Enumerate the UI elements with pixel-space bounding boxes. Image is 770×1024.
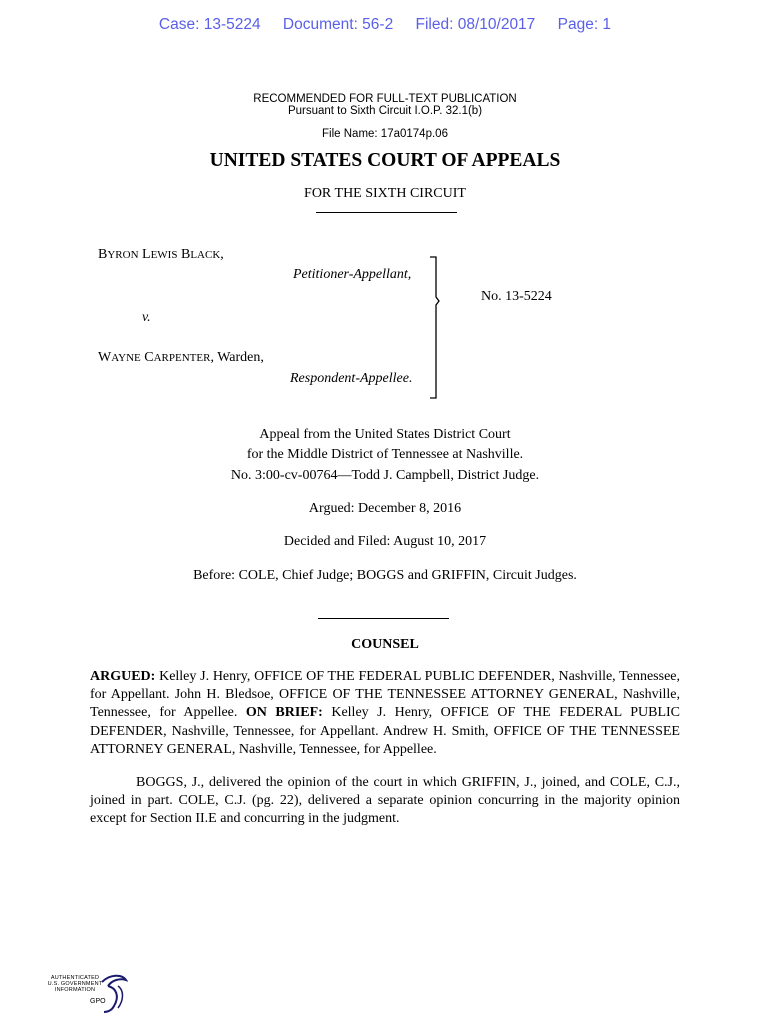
gpo-authentication-logo bbox=[46, 970, 131, 1014]
on-brief-label: ON BRIEF: bbox=[245, 705, 323, 721]
court-title: UNITED STATES COURT OF APPEALS bbox=[209, 150, 561, 171]
caption-bracket bbox=[430, 256, 440, 399]
publication-recommendation: RECOMMENDED FOR FULL-TEXT PUBLICATION bbox=[253, 93, 517, 105]
versus-label: v. bbox=[142, 310, 151, 325]
stamp-filed: Filed: 08/10/2017 bbox=[415, 16, 536, 33]
argued-text: Kelley J. Henry, OFFICE OF THE FEDERAL PUBLIC DEFENDER, Nashville, Tennessee, for Appellant. John H. Bledsoe, OFFICE OF THE TENNESSEE ATTORNEY GENERAL, Nashville, Tennessee, for Appellee. bbox=[90, 669, 680, 721]
petitioner-role: Petitioner-Appellant, bbox=[293, 267, 412, 282]
stamp-case: Case: 13-5224 bbox=[158, 16, 261, 33]
section-divider bbox=[318, 618, 449, 619]
file-name: File Name: 17a0174p.06 bbox=[322, 128, 448, 140]
stamp-document: Document: 56-2 bbox=[282, 16, 394, 33]
gpo-logo-word: GPO bbox=[90, 998, 106, 1005]
gpo-logo-text: AUTHENTICATED U.S. GOVERNMENT INFORMATION bbox=[47, 975, 103, 993]
on-brief-text: Kelley J. Henry, OFFICE OF THE FEDERAL PUBLIC DEFENDER, Nashville, Tennessee, for Appellant. Andrew H. Smith, OFFICE OF THE TENNESSEE ATTORNEY GENERAL, Nashville, Tennessee, for Appellee. bbox=[90, 705, 680, 757]
respondent-role: Respondent-Appellee. bbox=[290, 371, 413, 386]
circuit-title: FOR THE SIXTH CIRCUIT bbox=[304, 186, 466, 201]
respondent-name: WAYNE CARPENTER, Warden, bbox=[98, 350, 264, 365]
stamp-page: Page: 1 bbox=[557, 16, 612, 33]
appeal-line-3: No. 3:00-cv-00764—Todd J. Campbell, District Judge. bbox=[230, 468, 540, 483]
appeal-line-2: for the Middle District of Tennessee at Nashville. bbox=[246, 447, 524, 462]
ecf-header-stamp bbox=[0, 16, 770, 34]
appeal-line-1: Appeal from the United States District Court bbox=[259, 427, 511, 442]
gpo-eagle-icon bbox=[98, 972, 128, 1014]
panel-judges: Before: COLE, Chief Judge; BOGGS and GRIFFIN, Circuit Judges. bbox=[193, 568, 577, 583]
counsel-paragraph bbox=[90, 668, 680, 759]
petitioner-name: BYRON LEWIS BLACK, bbox=[98, 247, 224, 262]
argued-label: ARGUED: bbox=[90, 669, 156, 684]
counsel-heading: COUNSEL bbox=[351, 637, 419, 652]
opinion-authorship: BOGGS, J., delivered the opinion of the court in which GRIFFIN, J., joined, and COLE, C.J., joined in part. COLE, C.J. (pg. 22), delivered a separate opinion concurring in the majority opinion except for Section II.E and concurring in the judgment. bbox=[90, 775, 680, 827]
iop-reference: Pursuant to Sixth Circuit I.O.P. 32.1(b) bbox=[287, 105, 483, 117]
case-number: No. 13-5224 bbox=[481, 289, 552, 304]
argued-date: Argued: December 8, 2016 bbox=[308, 501, 462, 516]
decided-date: Decided and Filed: August 10, 2017 bbox=[283, 534, 487, 549]
title-underline bbox=[316, 212, 457, 213]
